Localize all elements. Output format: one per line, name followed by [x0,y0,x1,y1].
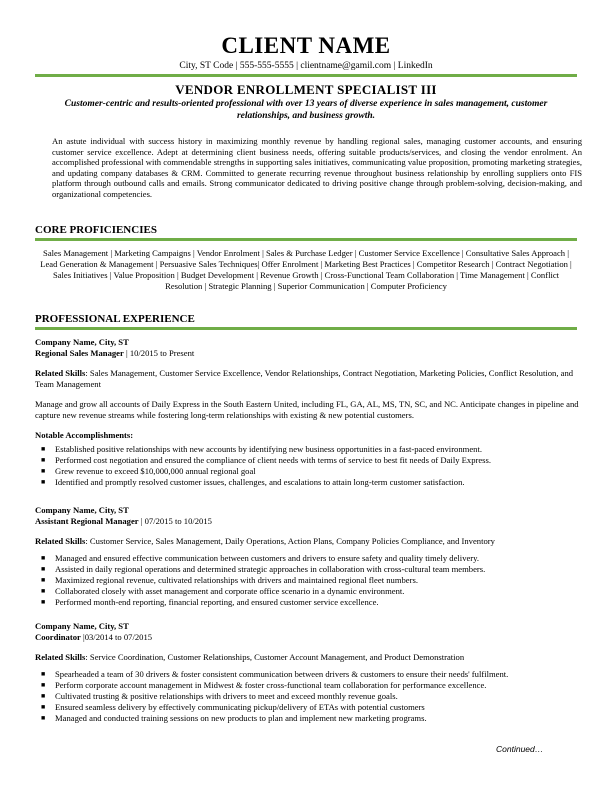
core-skills-list: Sales Management | Marketing Campaigns | Vendor Enrolment | Sales & Purchase Ledger | Customer Service Excellence | Consultative Sales Approach | Lead Generation & Management | Persuasive Sales Techniques| Offer Enrolment | Marketing Best Practices | Competitor Research | Contract Negotiation | Sales Initiatives | Value Proposition | Budget Development | Revenue Growth | Cross-Functional Team Collaboration | Time Management | Conflict Resolution | Strategic Planning | Superior Communication | Computer Proficiency [40,248,572,291]
contact-line: City, ST Code | 555-555-5555 | clientname@gamil.com | LinkedIn [179,61,433,71]
role-dates: | 07/2015 to 10/2015 [138,516,212,526]
related-skills-text: : Service Coordination, Customer Relationships, Customer Account Management, and Product Demonstration [85,652,465,662]
continued-note: Continued… [496,744,544,754]
header-divider [35,74,577,77]
role-dates: |03/2014 to 07/2015 [80,632,153,642]
related-skills [35,368,580,390]
bullet-icon: ■ [41,670,46,678]
bullet-icon: ■ [41,565,46,573]
bullet-icon: ■ [41,554,46,562]
related-skills-text: : Sales Management, Customer Service Excellence, Vendor Relationships, Contract Negotiation, Marketing Policies, Conflict Resolution, and Team Management [35,368,574,389]
list-item: ■ Spearheaded a team of 30 drivers & foster consistent communication between drivers & customers to ensure their needs' fulfilment. [41,669,509,679]
tagline: Customer-centric and results-oriented professional with over 13 years of diverse experience in sales management, customer relationships, and business growth. [64,99,548,121]
bullet-icon: ■ [41,703,46,711]
bullet-icon: ■ [41,467,46,475]
related-skills-text: : Customer Service, Sales Management, Daily Operations, Action Plans, Company Policies Compliance, and Inventory [85,536,495,546]
list-item: ■ Performed month-end reporting, financial reporting, and ensured customer service excellence. [41,597,379,607]
list-item: ■ Assisted in daily regional operations and determined strategic approaches in collaboration with cross-cultural team members. [41,564,486,574]
list-item: ■ Cultivated trusting & positive relationships with drivers to meet and exceed monthly revenue goals. [41,691,398,701]
related-skills-label: Related Skills [35,652,86,662]
list-item: ■ Collaborated closely with asset management and corporate office scenario in a dynamic environment. [41,586,405,596]
related-skills [35,536,580,547]
core-proficiencies-heading: CORE PROFICIENCIES [35,224,157,236]
job-entry-3 [35,621,580,724]
list-item: ■ Ensured seamless delivery by effectively communicating pickup/delivery of ETAs with potential customers [41,702,425,712]
company-name: Company Name, City, ST [35,337,129,347]
related-skills-label: Related Skills [35,536,86,546]
bullet-icon: ■ [41,576,46,584]
list-item: ■ Identified and promptly resolved customer issues, challenges, and escalations to attain long-term customer satisfaction. [41,477,465,487]
bullet-icon: ■ [41,714,46,722]
list-item: ■ Perform corporate account management in Midwest & foster cross-functional team collaboration for performance excellence. [41,680,487,690]
related-skills-label: Related Skills [35,368,86,378]
job-entry-2 [35,505,580,608]
core-divider [35,238,577,241]
responsibilities-list [35,553,580,608]
list-item: ■ Established positive relationships with new accounts by identifying new business opportunities in a fast-paced environment. [41,444,482,454]
list-item: ■ Managed and ensured effective communication between customers and drivers to ensure safety and quality timely delivery. [41,553,480,563]
bullet-icon: ■ [41,598,46,606]
client-name: CLIENT NAME [221,33,391,58]
accomplishments-label: Notable Accomplishments: [35,430,134,440]
bullet-icon: ■ [41,681,46,689]
accomplishments-list [35,444,580,488]
list-item: ■ Maximized regional revenue, cultivated relationships with drivers and maintained regional fleet numbers. [41,575,418,585]
role-title: Regional Sales Manager [35,348,124,358]
bullet-icon: ■ [41,587,46,595]
role-title: Coordinator [35,632,81,642]
summary-paragraph: An astute individual with success history in maximizing monthly revenue by handling regional sales, managing customer accounts, and ensuring customer service excellence. Adept at determining client business needs, offering suitable products/services, and closing the vendor enrolment. An accomplished professional with commendable strengths in supporting sales initiatives, communicating value proposition, promoting marketing strategies, and updating company databases & CRM. Committed to generate recurring revenue throughout business relationship by enrolling suppliers onto FIS platform through outbound calls and emails. Strong communicator dedicated to driving positive change through problem-solving, decision-making, and organizational competencies. [52,136,582,199]
company-name: Company Name, City, ST [35,621,129,631]
bullet-icon: ■ [41,456,46,464]
list-item: ■ Grew revenue to exceed $10,000,000 annual regional goal [41,466,256,476]
bullet-icon: ■ [41,478,46,486]
bullet-icon: ■ [41,445,46,453]
role-title: Assistant Regional Manager [35,516,139,526]
company-name: Company Name, City, ST [35,505,129,515]
related-skills [35,652,580,663]
job-description: Manage and grow all accounts of Daily Express in the South Eastern United, including FL, GA, AL, MS, TN, SC, and NC. Anticipate changes in pipeline and capture new revenue streams while fostering long-term relationships with existing & new potential customers. [35,399,579,420]
job-entry-1 [35,337,580,488]
bullet-icon: ■ [41,692,46,700]
responsibilities-list [35,669,580,724]
list-item: ■ Performed cost negotiation and ensured the compliance of client needs with terms of service to best fit needs of Daily Express. [41,455,492,465]
role-dates: | 10/2015 to Present [123,348,195,358]
list-item: ■ Managed and conducted training sessions on new products to plan and implement new marketing programs. [41,713,427,723]
experience-heading: PROFESSIONAL EXPERIENCE [35,313,195,325]
job-title: VENDOR ENROLLMENT SPECIALIST III [175,82,437,97]
experience-divider [35,327,577,330]
